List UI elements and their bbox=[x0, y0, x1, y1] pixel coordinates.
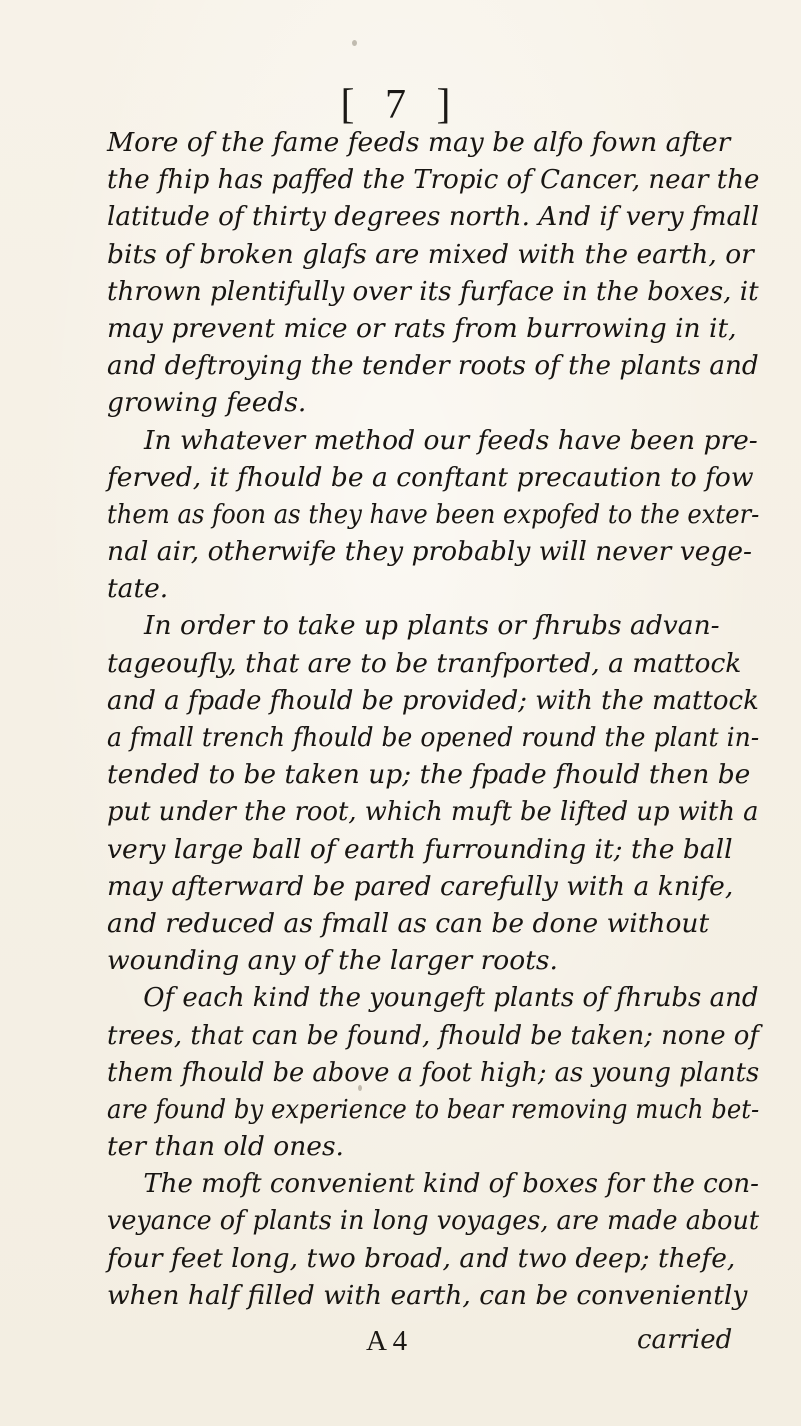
text-line: wounding any of the larger roots. bbox=[107, 945, 558, 977]
text-line: veyance of plants in long voyages, are made about bbox=[107, 1205, 760, 1237]
text-line: them fhould be above a foot high; as young plants bbox=[107, 1056, 760, 1088]
text-line: very large ball of earth furrounding it; the ball bbox=[107, 833, 733, 865]
signature-mark: A 4 bbox=[366, 1325, 408, 1357]
text-line: the fhip has paffed the Tropic of Cancer, near the bbox=[107, 164, 760, 196]
text-line: thrown plentifully over its furface in the boxes, it bbox=[107, 275, 759, 307]
text-line: when half filled with earth, can be conveniently bbox=[107, 1279, 748, 1311]
text-line: latitude of thirty degrees north. And if very fmall bbox=[107, 201, 759, 233]
text-line: More of the fame feeds may be alfo fown after bbox=[107, 127, 731, 158]
paragraph-start-line: The moft convenient kind of boxes for the con- bbox=[143, 1168, 759, 1200]
text-line: and a fpade fhould be provided; with the mattock bbox=[107, 684, 759, 716]
text-line: tate. bbox=[107, 573, 169, 605]
text-line: growing feeds. bbox=[107, 387, 307, 419]
catchword: carried bbox=[637, 1325, 733, 1355]
body-text bbox=[107, 124, 759, 1314]
paragraph-start-line: In whatever method our feeds have been pre- bbox=[144, 424, 758, 456]
text-line: may prevent mice or rats from burrowing in it, bbox=[107, 312, 737, 344]
text-line: a fmall trench fhould be opened round the plant in- bbox=[107, 722, 760, 753]
paragraph-start-line: Of each kind the youngeft plants of fhrubs and bbox=[143, 982, 759, 1014]
paragraph-start-line: In order to take up plants or fhrubs advan- bbox=[144, 610, 720, 642]
text-line: them as foon as they have been expofed to the exter- bbox=[107, 498, 760, 530]
text-line: tended to be taken up; the fpade fhould then be bbox=[107, 759, 751, 791]
text-line: bits of broken glafs are mixed with the earth, or bbox=[107, 238, 754, 270]
text-line: and deftroying the tender roots of the plants and bbox=[107, 350, 759, 382]
text-line: nal air, otherwife they probably will never vege- bbox=[107, 536, 752, 568]
text-line: trees, that can be found, fhould be taken; none of bbox=[107, 1019, 760, 1051]
page-footer bbox=[0, 1325, 801, 1365]
text-line: put under the root, which muft be lifted up with a bbox=[107, 796, 759, 828]
text-line: tageoufly, that are to be tranfported, a mattock bbox=[107, 647, 742, 679]
page-number-header: [ 7 ] bbox=[340, 82, 461, 128]
text-line: ter than old ones. bbox=[107, 1131, 344, 1163]
text-line: four feet long, two broad, and two deep; thefe, bbox=[107, 1242, 736, 1274]
text-line: ferved, it fhould be a conftant precaution to fow bbox=[107, 461, 754, 493]
text-line: may afterward be pared carefully with a knife, bbox=[107, 870, 734, 902]
ink-spot bbox=[352, 40, 357, 46]
text-line: are found by experience to bear removing much bet- bbox=[107, 1093, 760, 1125]
text-line: and reduced as fmall as can be done without bbox=[107, 907, 710, 939]
